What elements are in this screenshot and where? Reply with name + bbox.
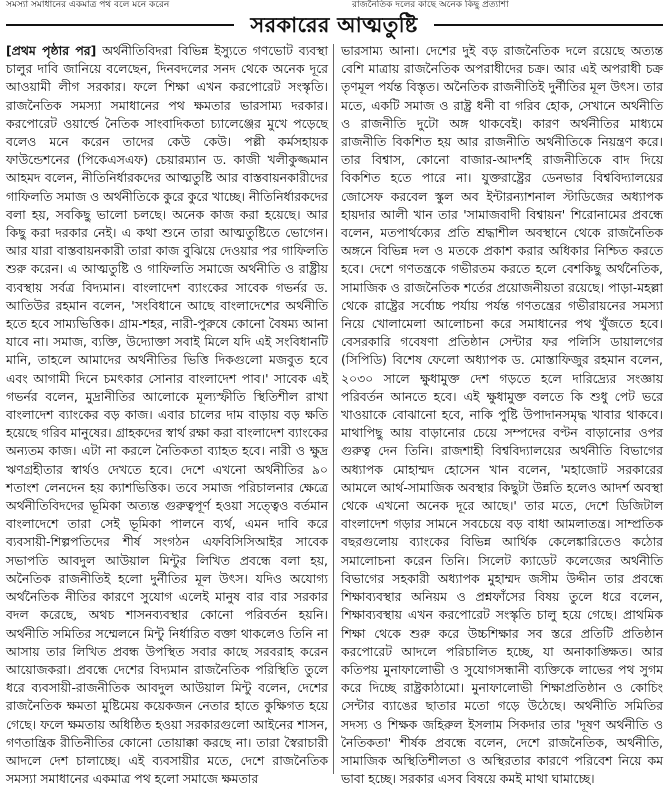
headline-rule-left	[6, 24, 234, 26]
article-headline: সরকারের আত্মতুষ্টি	[250, 13, 418, 37]
article-header	[6, 12, 663, 38]
continued-from-front-page-label: [প্রথম পৃষ্ঠার পর]	[6, 43, 97, 58]
article-column-right	[341, 42, 663, 788]
article-body-left: অর্থনীতিবিদরা বিভিন্ন ইস্যুতে গণভোট ব্যবস্থা চালুর দাবি জানিয়ে বলেছেন, দিনবদলের সনদ থেকে অনেক দূরে আওয়ামী লীগ সরকার। ফলে শিক্ষা এখন করপোরেট সংস্কৃতি। রাজনৈতিক সমস্যা সমাধানের পথ ক্ষমতার ভারসাম্য দরকার। করপোরেট ওয়ার্ল্ডে নৈতিক সাংবাদিকতা চ্যালেঞ্জের মুখে পড়েছে বলেও মনে করেন তাদের কেউ কেউ। পল্লী কর্মসহায়ক ফাউন্ডেশনের (পিকেএসএফ) চেয়ারম্যান ড. কাজী খলীকুজ্জমান আহমদ বলেন, নীতিনির্ধারকদের আত্মতুষ্টি আর বাস্তবায়নকারীদের গাফিলতি সমাজ ও অর্থনীতিকে কুরে কুরে খাচ্ছে। নীতিনির্ধারকদের বলা হয়, সবকিছু ভালো চলছে। অনেক কাজ করা হয়েছে। আর কিছু করা দরকার নেই। এ কথা শুনে তারা আত্মতুষ্টিতে ভোগেন। আর যারা বাস্তবায়নকারী তারা কাজ বুঝিয়ে দেওয়ার পর গাফিলতি শুরু করেন। এ আত্মতুষ্টি ও গাফিলতি সমাজে অর্থনীতি ও রাষ্ট্রীয় ব্যবস্থায় সর্বত্র বিদ্যমান। বাংলাদেশ ব্যাংকের সাবেক গভর্নর ড. আতিউর রহমান বলেন, 'সংবিধানে আছে বাংলাদেশের অর্থনীতি হতে হবে সাম্যভিত্তিক। গ্রাম-শহর, নারী-পুরুষে কোনো বৈষম্য আনা যাবে না। সমাজ, ব্যক্তি, উদ্যোক্তা সবাই মিলে যদি এই সংবিধানটি মানি, তাহলে আমাদের অর্থনীতির ভিত্তি দিকগুলো মজবুত হবে এবং আগামী দিনে চমৎকার সোনার বাংলাদেশ পাব।' সাবেক এই গভর্নর বলেন, মুদ্রানীতির আলোকে মূল্যস্ফীতি স্থিতিশীল রাখা বাংলাদেশ ব্যাংকের বড় কাজ। এবার চালের দাম বাড়ায় বড় ক্ষতি হয়েছে গরিব মানুষের। গ্রাহকদের স্বার্থ রক্ষা করা বাংলাদেশ ব্যাংকের অন্যতম কাজ। এটা না করলে নৈতিকতা ব্যাহত হবে। নারী ও ক্ষুদ্র ঋণগ্রহীতার স্বার্থও দেখতে হবে। দেশে এখনো অর্থনীতির ৯০ শতাংশ লেনদেন হয় ক্যাশভিত্তিক। তবে সমাজ পরিচালনার ক্ষেত্রে অর্থনীতিবিদদের ভূমিকা অত্যন্ত গুরুত্বপূর্ণ হওয়া সত্ত্বেও বর্তমান বাংলাদেশে তারা সেই ভূমিকা পালনে ব্যর্থ, এমন দাবি করে ব্যবসায়ী-শিল্পপতিদের শীর্ষ সংগঠন এফবিসিসিআইর সাবেক সভাপতি আবদুল আউয়াল মিন্টুর লিখিত প্রবন্ধে বলা হয়, অনৈতিক রাজনীতিই হলো দুর্নীতির মূল উৎস। যদিও অযোগ্য অর্থনৈতিক নীতির কারণে সুযোগ এলেই মানুষ বার বার সরকার বদল করেছে, অথচ শাসনব্যবস্থার কোনো পরিবর্তন হয়নি। অর্থনীতি সমিতির সম্মেলনে মিন্টু নির্ধারিত বক্তা থাকলেও তিনি না আসায় তার লিখিত প্রবন্ধ উপস্থিত সবার কাছে সরবরাহ করেন আয়োজকরা। প্রবন্ধে দেশের বিদ্যমান রাজনৈতিক পরিস্থিতি তুলে ধরে ব্যবসায়ী-রাজনীতিক আবদুল আউয়াল মিন্টু বলেন, দেশের রাজনৈতিক ক্ষমতা মুষ্টিমেয় কয়েকজন নেতার হাতে কুক্ষিগত হয়ে গেছে। ফলে ক্ষমতায় অধিষ্ঠিত হওয়া সরকারগুলো আইনের শাসন, গণতান্ত্রিক রীতিনীতির কোনো তোয়াক্কা করছে না। তারা স্বৈরাচারী আদলে দেশ চালাচ্ছে। এই ব্যবসায়ীর মতে, দেশে রাজনৈতিক সমস্যা সমাধানের একমাত্র পথ হলো সমাজে ক্ষমতার	[6, 43, 328, 787]
previous-article-fragment-left: সমস্যা সমাধানের একমাত্র পথ বলে মনে করেন	[6, 0, 170, 10]
article-column-left	[6, 42, 328, 788]
headline-rule-right	[434, 24, 663, 26]
column-divider	[333, 44, 334, 774]
article-paragraph: ভারসাম্য আনা। দেশের দুই বড় রাজনৈতিক দলে রয়েছে অত্যন্ত বেশি মাত্রায় রাজনৈতিক অপরাধীদের চক্র। আর এই অপরাধী চক্র তৃণমূল পর্যন্ত বিস্তৃত। অনৈতিক রাজনীতিই দুর্নীতির মূল উৎস। তার মতে, একটি সমাজ ও রাষ্ট্র ধনী বা গরিব হোক, সেখানে অর্থনীতি ও রাজনীতি দুটো অঙ্গ থাকবেই। কারণ অর্থনীতির মাধ্যমে রাজনীতি বিকশিত হয় আর রাজনীতি অর্থনীতিকে নিয়ন্ত্রণ করে। তার বিশ্বাস, কোনো বাজার-আদর্শই রাজনীতিকে বাদ দিয়ে বিকশিত হতে পারে না। যুক্তরাষ্ট্রের ডেনভার বিশ্ববিদ্যালয়ের জোসেফ করবেল স্কুল অব ইন্টারন্যাশনাল স্টাডিজের অধ্যাপক হায়দার আলী খান তার 'সামাজবাদী বিশ্বায়ন' শিরোনামের প্রবন্ধে বলেন, মতপার্থক্যের প্রতি শ্রদ্ধাশীল অবস্থানে থেকে রাজনৈতিক অঙ্গনে বিভিন্ন দল ও মতকে প্রকাশ করার অধিকার নিশ্চিত করতে হবে। দেশে গণতন্ত্রকে গভীরতম করতে হলে বেশকিছু অর্থনৈতিক, সামাজিক ও রাজনৈতিক শর্তের প্রয়োজনীয়তা রয়েছে। পাড়া-মহল্লা থেকে রাষ্ট্রের সর্বোচ্চ পর্যায় পর্যন্ত গণতন্ত্রের গভীরায়নের সমস্যা নিয়ে খোলামেলা আলোচনা করে সমাধানের পথ খুঁজতে হবে। বেসরকারি গবেষণা প্রতিষ্ঠান সেন্টার ফর পলিসি ডায়ালগের (সিপিডি) বিশেষ ফেলো অধ্যাপক ড. মোস্তাফিজুর রহমান বলেন, ২০৩০ সালে ক্ষুধামুক্ত দেশ গড়তে হলে দারিদ্র্যের সংজ্ঞায় পরিবর্তন আনতে হবে। এই ক্ষুধামুক্ত বলতে কি শুধু পেট ভরে খাওয়াকে বোঝানো হবে, নাকি পুষ্টি উপাদানসমৃদ্ধ খাবার থাকবে। মাথাপিছু আয় বাড়ানোর চেয়ে সম্পদের বণ্টন বাড়ানোর ওপর গুরুত্ব দেন তিনি। রাজশাহী বিশ্ববিদ্যালয়ের অর্থনীতি বিভাগের অধ্যাপক মোহাম্মদ হোসেন খান বলেন, 'মহাজোট সরকারের আমলে আর্থ-সামাজিক অবস্থার কিছুটা উন্নতি হলেও আদর্শ অবস্থা থেকে এখনো অনেক দূরে আছে।' তার মতে, দেশে ডিজিটাল বাংলাদেশ গড়ার সামনে সবচেয়ে বড় বাধা আমলাতন্ত্র। সাম্প্রতিক বছরগুলোয় ব্যাংকের বিভিন্ন আর্থিক কেলেঙ্কারিতেও কঠোর সমালোচনা করেন তিনি। সিলেট ক্যাডেট কলেজের অর্থনীতি বিভাগের সহকারী অধ্যাপক মুহাম্মদ জসীম উদ্দীন তার প্রবন্ধে শিক্ষাব্যবস্থার অনিয়ম ও প্রশ্নফাঁসের বিষয় তুলে ধরে বলেন, শিক্ষাব্যবস্থায় এখন করপোরেট সংস্কৃতি চালু হয়ে গেছে। প্রাথমিক শিক্ষা থেকে শুরু করে উচ্চশিক্ষার সব স্তরে প্রতিটি প্রতিষ্ঠান করপোরেট আদলে পরিচালিত হচ্ছে, যা অনাকাঙ্ক্ষিত। আর কতিপয় মুনাফালোভী ও সুযোগসন্ধানী ব্যক্তিকে লাভের পথ সুগম করে দিচ্ছে রাষ্ট্রকাঠামো। মুনাফালোভী শিক্ষাপ্রতিষ্ঠান ও কোচিং সেন্টার ব্যাঙের ছাতার মতো গড়ে উঠেছে। অর্থনীতি সমিতির সদস্য ও শিক্ষক জহিরুল ইসলাম সিকদার তার 'দূষণ অর্থনীতি ও নৈতিকতা' শীর্ষক প্রবন্ধে বলেন, দেশে রাজনৈতিক, অর্থনীতি, সামাজিক অস্থিতিশীলতা ও অস্থিরতার কারণে পরিবেশ নিয়ে কম ভাবা হচ্ছে। সরকার এসব বিষয়ে কমই মাথা ঘামাচ্ছে।	[341, 43, 663, 787]
article-paragraph	[6, 42, 328, 788]
previous-article-fragment	[0, 0, 669, 12]
previous-article-fragment-right: রাজনৈতিক দলের কাছে অনেক কিছু প্রত্যাশা	[352, 0, 509, 10]
